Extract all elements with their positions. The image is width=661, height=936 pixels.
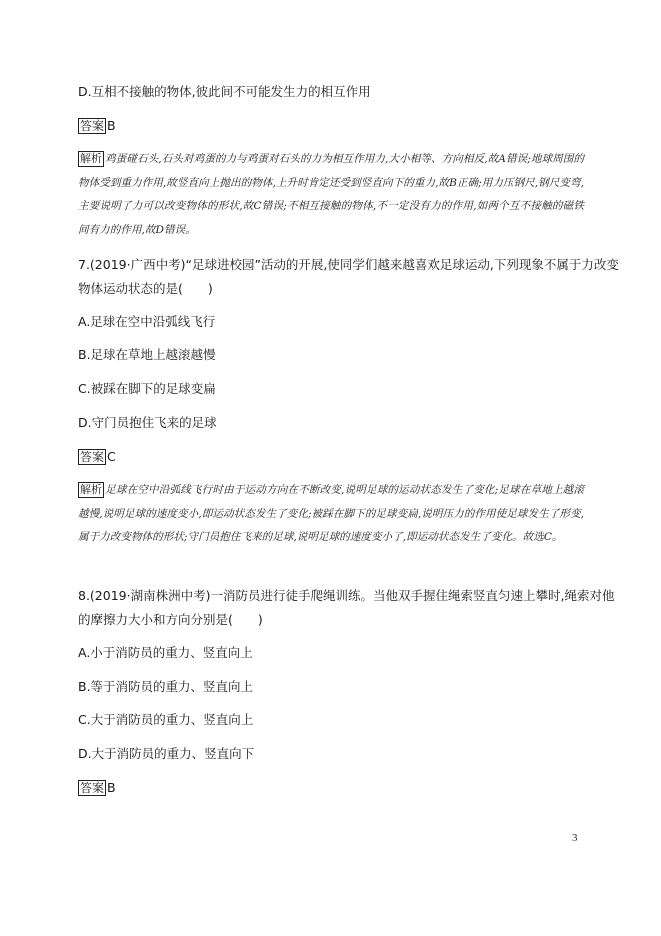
q7-option-d: D.守门员抱住飞来的足球 xyxy=(78,415,217,430)
q7-option-c: C.被踩在脚下的足球变扁 xyxy=(78,381,216,396)
explanation-label: 解析 xyxy=(80,152,102,165)
q8-stem-line2: 的摩擦力大小和方向分别是( ) xyxy=(78,612,263,627)
page-number: 3 xyxy=(572,832,578,844)
q7-option-b: B.足球在草地上越滚越慢 xyxy=(78,347,216,362)
q7-answer xyxy=(78,449,116,465)
explanation-text: 鸡蛋碰石头,石头对鸡蛋的力与鸡蛋对石头的力为相互作用力,大小相等、方向相反,故A错误;地球周围的物体受到重力作用,故竖直向上抛出的物体,上升时肯定还受到竖直向下的重力,故B正确;用力压钢尺,钢尺变弯,主要说明了力可以改变物体的形状,故C错误;不相互接触的物体,不一定没有力的作用,如两个互不接触的磁铁间有力的作用,故D错误。 xyxy=(78,153,584,236)
q7-explanation xyxy=(78,479,584,550)
q7-stem-line1: 7.(2019·广西中考)“足球进校园”活动的开展,使同学们越来越喜欢足球运动,下列现象不属于力改变 xyxy=(78,257,619,272)
answer-value: B xyxy=(107,118,116,133)
q8-option-a: A.小于消防员的重力、竖直向上 xyxy=(78,645,253,660)
explanation-text: 足球在空中沿弧线飞行时由于运动方向在不断改变,说明足球的运动状态发生了变化;足球在草地上越滚越慢,说明足球的速度变小,即运动状态发生了变化;被踩在脚下的足球变扁,说明压力的作用使足球发生了形变,属于力改变物体的形状;守门员抱住飞来的足球,说明足球的速度变小了,即运动状态发生了变化。故选C。 xyxy=(78,484,584,543)
answer-label: 答案 xyxy=(80,781,105,795)
q8-option-b: B.等于消防员的重力、竖直向上 xyxy=(78,679,254,694)
explanation-label: 解析 xyxy=(80,483,102,496)
q8-option-c: C.大于消防员的重力、竖直向上 xyxy=(78,712,254,727)
q8-stem-line1: 8.(2019·湖南株洲中考)一消防员进行徒手爬绳训练。当他双手握住绳索竖直匀速上攀时,绳索对他 xyxy=(78,588,615,603)
answer-value: B xyxy=(107,780,116,795)
q8-option-d: D.大于消防员的重力、竖直向下 xyxy=(78,746,255,761)
answer-label: 答案 xyxy=(80,119,105,133)
q7-stem-line2: 物体运动状态的是( ) xyxy=(78,281,213,296)
q6-option-d: D.互相不接触的物体,彼此间不可能发生力的相互作用 xyxy=(78,84,371,99)
q7-option-a: A.足球在空中沿弧线飞行 xyxy=(78,314,216,329)
q6-answer xyxy=(78,118,116,134)
q8-answer xyxy=(78,780,116,796)
answer-value: C xyxy=(107,449,116,464)
q6-explanation xyxy=(78,148,584,242)
answer-label: 答案 xyxy=(80,450,105,464)
